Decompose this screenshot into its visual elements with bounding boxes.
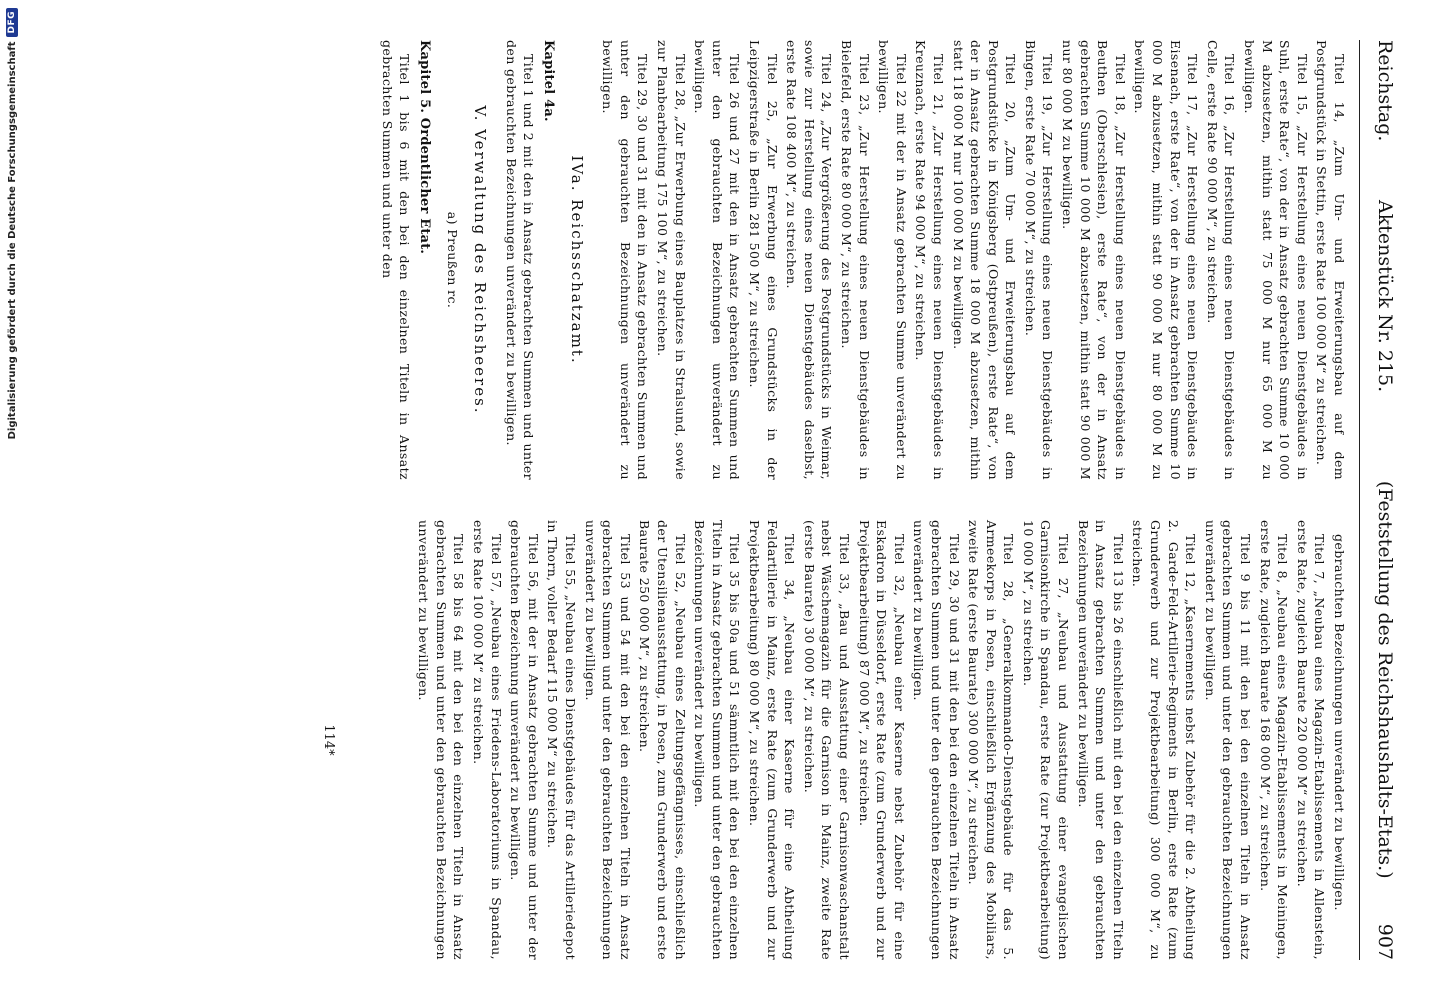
paragraph: Titel 9 bis 11 mit den bei den einzelnen Titeln in Ansatz gebrachten Summen und unter den gebrauchten Bezeichnungen unverändert zu bewilligen.	[1202, 520, 1254, 960]
credit-rotated	[2, 0, 22, 1000]
paragraph: Titel 25, „Zur Erwerbung eines Grundstücks in der Leipzigerstraße in Berlin 281 500 M“, zu streichen.	[747, 40, 780, 480]
paragraph: Titel 52, „Neubau eines Zeltungsgefängnisses, einschließlich der Utensilienausstattung, in Posen, zum Grunderwerb und erste Baurate 250 000 M“, zu streichen.	[637, 520, 688, 960]
paragraph: Titel 7, „Neubau eines Magazin-Etablissements in Allenstein, erste Rate, zugleich Baurate 220 000 M“ zu streichen.	[1294, 520, 1328, 960]
header-topic: (Feststellung des Reichshaushalts-Etats.)	[1374, 480, 1396, 879]
page-header	[1366, 40, 1396, 960]
paragraph: gebrauchten Bezeichnungen unverändert zu bewilligen.	[1332, 534, 1347, 911]
paragraph: Titel 28, „Zur Erwerbung eines Bauplatzes in Stralsund, sowie zur Planbearbeitung 175 100 M“, zu streichen.	[655, 40, 688, 480]
header-page-number: 907	[1374, 923, 1396, 960]
paragraph: Titel 20, „Zum Um- und Erweiterungsbau auf dem Postgrundstücke in Königsberg (Ostpreußen), erste Rate“, von der in Ansatz gebrachten Summe 18 000 M abzusetzen, mithin statt 118 000 M nur 100 000 M zu bewilligen.	[950, 40, 1019, 480]
subsection-label: a) Preußen rc.	[444, 211, 460, 309]
chapter-label: Kapitel 5. Ordentlicher Etat.	[417, 40, 433, 255]
paragraph: Titel 22 mit der in Ansatz gebrachten Summe unverändert zu bewilligen.	[876, 40, 909, 480]
paragraph: Titel 27, „Neubau und Ausstattung einer evangelischen Garnisonkirche in Spandau, erste Rate (zur Projektbearbeitung) 10 000 M“, zu streichen.	[1020, 520, 1072, 960]
paragraph: Titel 13 bis 26 einschließlich mit den bei den einzelnen Titeln in Ansatz gebrachten Summen und unter den gebrauchten Bezeichnungen unverändert zu bewilligen.	[1075, 520, 1126, 960]
paragraph: Titel 53 und 54 mit den bei den einzelnen Titeln in Ansatz gebrachten Summen und unter den gebrauchten Bezeichnungen unverändert zu bewilligen.	[582, 520, 633, 960]
paragraph: Titel 15, „Zur Herstellung eines neuen Dienstgebäudes in Suhl, erste Rate“, von der in Ansatz gebrachten Summe 10 000 M abzusetzen, mithin statt 75 000 M nur 65 000 M zu bewilligen.	[1242, 40, 1310, 480]
header-rule	[1359, 40, 1360, 960]
paragraph: Titel 18, „Zur Herstellung eines neuen Dienstgebäudes in Beuthen (Oberschlesien), erste Rate“, von der in Ansatz gebrachten Summe 10 000 M abzusetzen, mithin statt 90 000 M nur 80 000 M zu bewilligen.	[1060, 40, 1128, 480]
paragraph: Titel 56, mit der in Ansatz gebrachten Summe und unter der gebrauchten Bezeichnung unverändert zu bewilligen.	[508, 520, 541, 960]
section-heading: V. Verwaltung des Reichsheeres.	[471, 105, 490, 415]
paragraph: Titel 29, 30 und 31 mit den bei den einzelnen Titeln in Ansatz gebrachten Summen und unter den gebrauchten Bezeichnungen unverändert zu bewilligen.	[911, 520, 962, 960]
paragraph: Titel 28, „Generalkommando-Dienstgebäude für das 5. Armeekorps in Posen, einschließlich Ergänzung des Mobiliars, zweite Rate (erste Baurate) 300 000 M“, zu streichen.	[966, 520, 1017, 960]
header-document-number: Aktenstück Nr. 215.	[1374, 200, 1396, 393]
paragraph: Titel 21, „Zur Herstellung eines neuen Dienstgebäudes in Kreuznach, erste Rate 94 000 M“, zu streichen.	[913, 40, 946, 480]
paragraph: Titel 1 bis 6 mit den bei den einzelnen Titeln in Ansatz gebrachten Summen und unter den	[379, 40, 413, 480]
paragraph: Titel 17, „Zur Herstellung eines neuen Dienstgebäudes in Eisenach, erste Rate“, von der in Ansatz gebrachten Summe 10 000 M abzusetzen, mithin statt 90 000 M nur 80 000 M zu bewilligen.	[1132, 40, 1201, 480]
section-heading: IVa. Reichsschatzamt.	[567, 155, 586, 365]
paragraph: Titel 58 bis 64 mit den bei den einzelnen Titeln in Ansatz gebrachten Summen und unter den gebrauchten Bezeichnungen unverändert zu bewilligen.	[416, 520, 467, 960]
dfg-logo: DFG	[6, 8, 18, 37]
right-text-column	[413, 520, 1348, 960]
paragraph: Titel 1 und 2 mit den in Ansatz gebrachten Summen und unter den gebrauchten Bezeichnungen unverändert zu bewilligen.	[503, 40, 537, 480]
footer-page-mark: 114*	[321, 724, 336, 756]
paragraph: Titel 35 bis 50a und 51 sämmtlich mit den bei den einzelnen Titeln in Ansatz gebrachten Summen und unter den gebrauchten Bezeichnungen unverändert zu bewilligen.	[692, 520, 743, 960]
chapter-label: Kapitel 4a.	[541, 40, 557, 122]
left-text-column	[376, 40, 1348, 480]
paragraph: Titel 55, „Neubau eines Dienstgebäudes für das Artilleriedepot in Thorn, voller Bedarf 115 000 M“ zu streichen.	[545, 520, 579, 960]
paragraph: Titel 8, „Neubau eines Magazin-Etablissements in Meiningen, erste Rate, zugleich Baurate 168 000 M“, zu streichen.	[1257, 520, 1291, 960]
paragraph: Titel 23, „Zur Herstellung eines neuen Dienstgebäudes in Bielefeld, erste Rate 80 000 M“, zu streichen.	[838, 40, 872, 480]
paragraph: Titel 32, „Neubau einer Kaserne nebst Zubehör für eine Eskadron in Düsseldorf, erste Rate (zum Grunderwerb und zur Projektbearbeitung) 87 000 M“, zu streichen.	[856, 520, 907, 960]
paragraph: Titel 26 und 27 mit den in Ansatz gebrachten Summen und unter den gebrauchten Bezeichnungen unverändert zu bewilligen.	[692, 40, 743, 480]
credit-text: Digitalisierung gefördert durch die Deutsche Forschungsgemeinschaft	[6, 41, 18, 440]
paragraph: Titel 14, „Zum Um- und Erweiterungsbau auf dem Postgrundstück in Stettin, erste Rate 100 000 M“ zu streichen.	[1314, 40, 1347, 480]
paragraph: Titel 12, „Kasernements nebst Zubehör für die 2. Abtheilung 2. Garde-Feld-Artillerie-Regiments in Berlin, erste Rate (zum Grunderwerb und zur Projektbearbeitung) 300 000 M“, zu streichen.	[1130, 520, 1199, 960]
paragraph: Titel 33, „Bau und Ausstattung einer Garnisonwaschanstalt nebst Wäschemagazin für die Garnison in Mainz, zweite Rate (erste Baurate) 30 000 M“, zu streichen.	[801, 520, 852, 960]
header-right-group	[1374, 481, 1396, 960]
paragraph: Titel 57, „Neubau eines Friedens-Laboratoriums in Spandau, erste Rate 100 000 M“ zu streichen.	[471, 520, 504, 960]
header-left-label: Reichstag.	[1374, 40, 1396, 142]
paragraph: Titel 34, „Neubau einer Kaserne für eine Abtheilung Feldartillerie in Mainz, erste Rate (zum Grunderwerb und zur Projektbearbeitung) 80 000 M“, zu streichen.	[747, 520, 798, 960]
paragraph: Titel 24, „Zur Vergrößerung des Postgrundstücks in Weimar, sowie zur Herstellung eines neuen Dienstgebäudes daselbst, erste Rate 108 400 M“, zu streichen.	[784, 40, 835, 480]
credit-strip	[2, 0, 22, 1000]
paragraph: Titel 19, „Zur Herstellung eines neuen Dienstgebäudes in Bingen, erste Rate 70 000 M“, zu streichen.	[1022, 40, 1056, 480]
paragraph: Titel 16, „Zur Herstellung eines neuen Dienstgebäudes in Celle, erste Rate 90 000 M“, zu streichen.	[1204, 40, 1238, 480]
paragraph: Titel 29, 30 und 31 mit den in Ansatz gebrachten Summen und unter den gebrauchten Bezeichnungen unverändert zu bewilligen.	[600, 40, 651, 480]
